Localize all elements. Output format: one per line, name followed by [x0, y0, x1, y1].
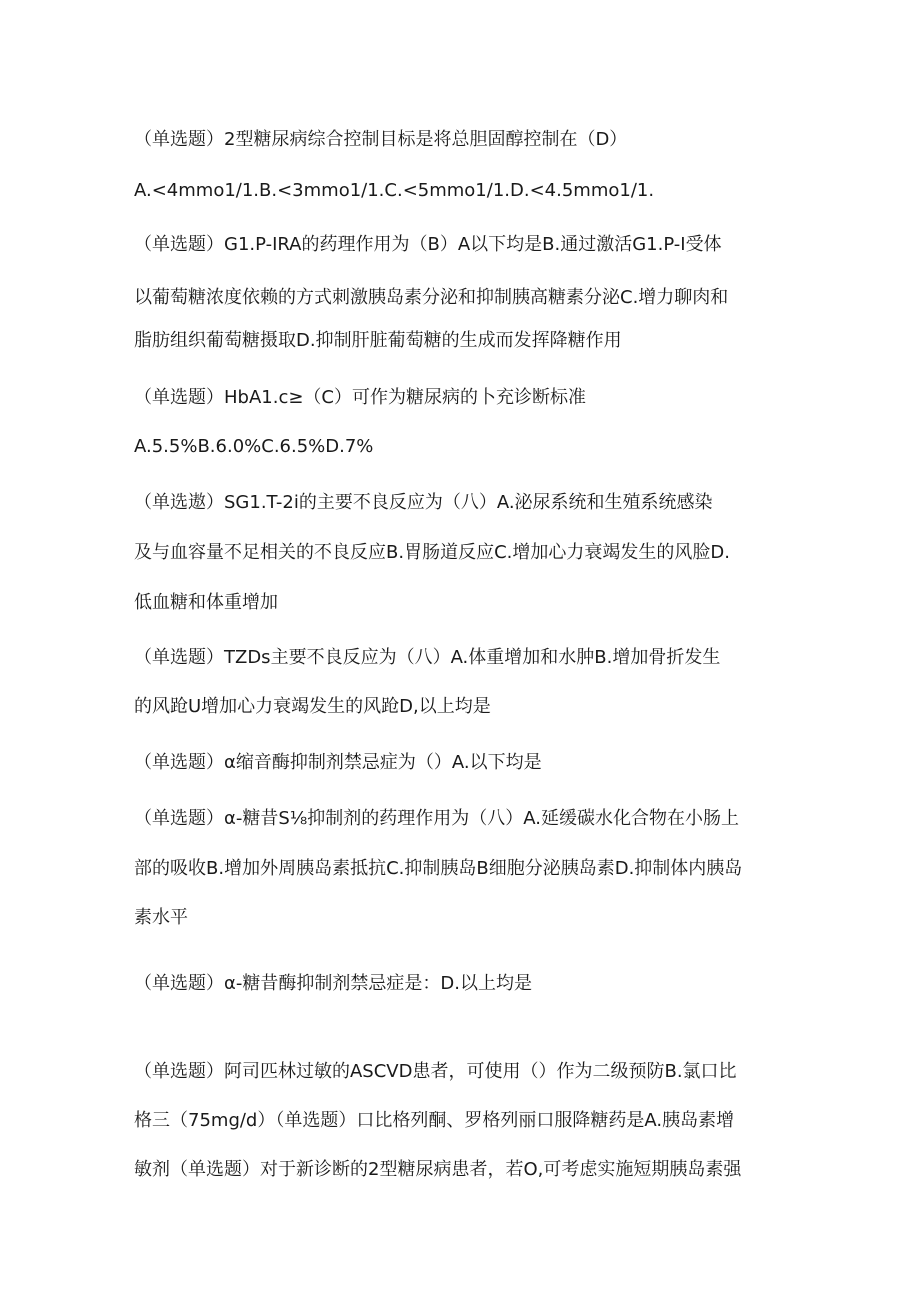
text-line: A.<4mmo1∕1.B.<3mmo1∕1.C.<5mmo1∕1.D.<4.5mmo1∕1.	[134, 180, 655, 201]
text-line: 及与血容量不足相关的不良反应B.胃肠道反应C.增加心力衰竭发生的风脸D.	[134, 542, 730, 563]
text-line: （单选题）TZDs主要不良反应为（八）A.体重增加和水肿B.增加骨折发生	[134, 647, 721, 668]
text-line: 的风跄U增加心力衰竭发生的风跄D,以上均是	[134, 696, 491, 717]
text-line: （单选题）HbA1.c≥（C）可作为糖尿病的卜充诊断标准	[134, 387, 586, 408]
text-line: 素水平	[134, 907, 188, 928]
text-line: （单选题）α-糖昔S⅛抑制剂的药理作用为（八）A.延缓碳水化合物在小肠上	[134, 808, 739, 829]
text-line: （单选题）α缩音酶抑制剂禁忌症为（）A.以下均是	[134, 752, 542, 773]
text-line: 敏剂（单选题）对于新诊断的2型糖尿病患者，若O,可考虑实施短期胰岛素强	[134, 1159, 742, 1180]
text-line: 格三（75mg∕d）（单选题）口比格列酮、罗格列丽口服降糖药是A.胰岛素增	[134, 1110, 735, 1131]
text-line: （单选题）α-糖昔酶抑制剂禁忌症是：D.以上均是	[134, 973, 532, 994]
text-line: 部的吸收B.增加外周胰岛素抵抗C.抑制胰岛B细胞分泌胰岛素D.抑制体内胰岛	[134, 858, 743, 879]
text-line: A.5.5%B.6.0%C.6.5%D.7%	[134, 436, 374, 457]
text-line: （单选题）阿司匹林过敏的ASCVD患者，可使用（）作为二级预防B.氯口比	[134, 1061, 737, 1082]
text-line: （单选遨）SG1.T-2i的主要不良反应为（八）A.泌尿系统和生殖系统感染	[134, 492, 713, 513]
text-line: （单选题）2型糖尿病综合控制目标是将总胆固醇控制在（D）	[134, 129, 628, 150]
text-line: 低血糖和体重增加	[134, 592, 278, 613]
text-line: 以葡萄糖浓度依赖的方式刺激胰岛素分泌和抑制胰高糖素分泌C.增力聊肉和	[134, 287, 729, 308]
text-line: （单选题）G1.P-IRA的药理作用为（B）A以下均是B.通过激活G1.P-I受体	[134, 234, 722, 255]
text-line: 脂肪组织葡萄糖摄取D.抑制肝脏葡萄糖的生成而发挥降糖作用	[134, 330, 622, 351]
